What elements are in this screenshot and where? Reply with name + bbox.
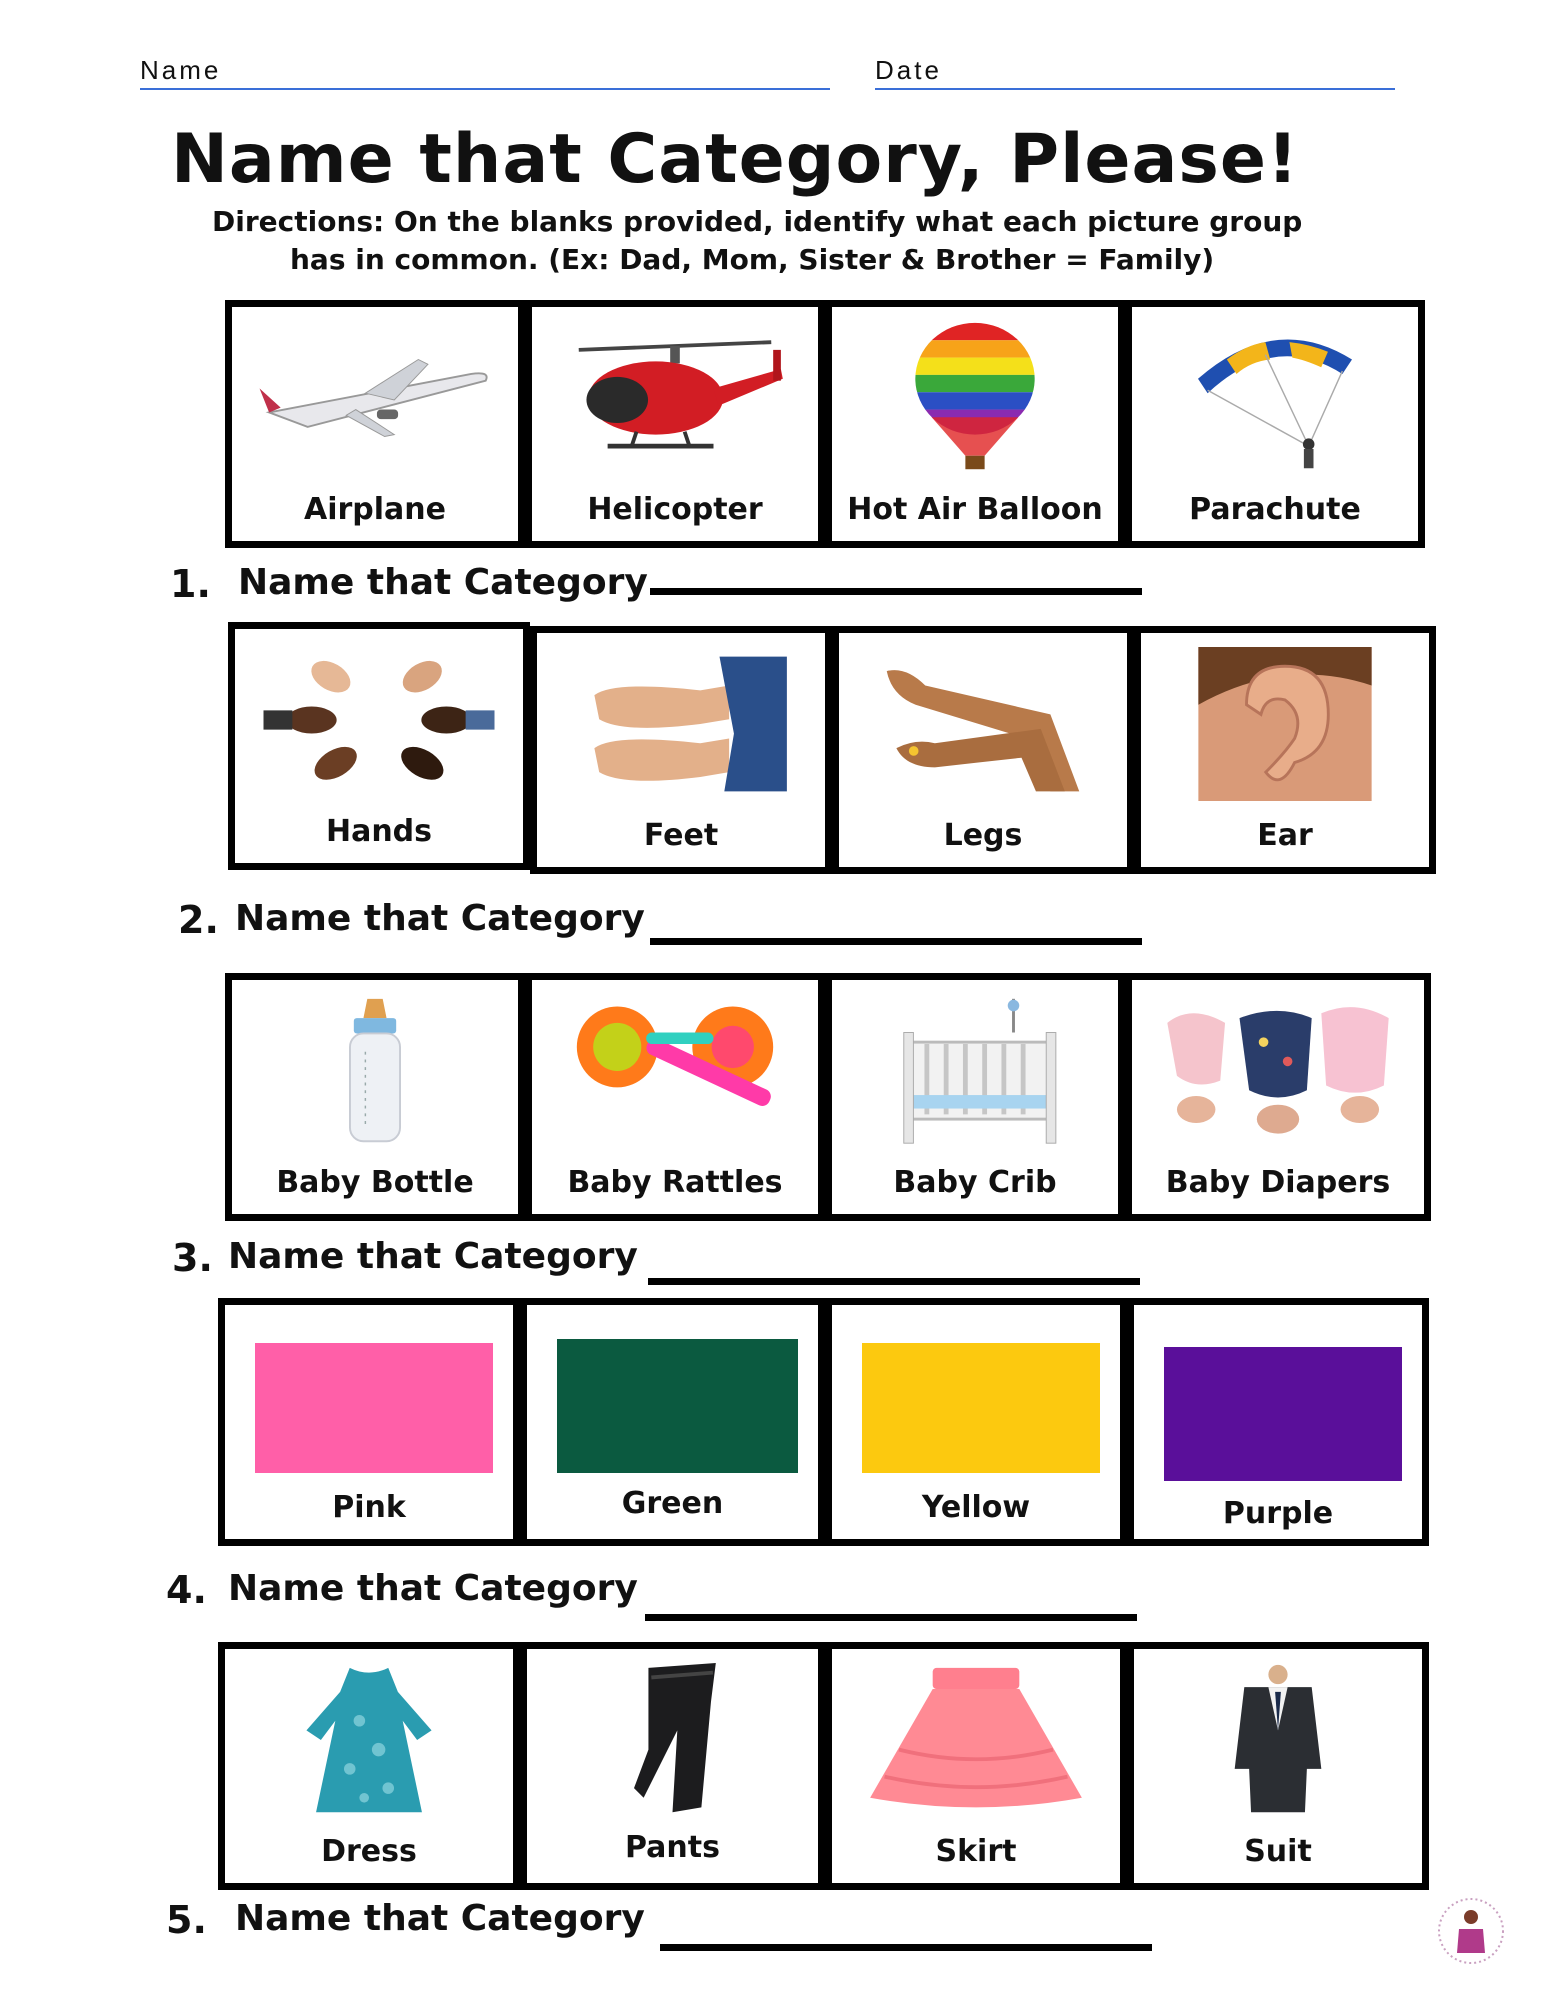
logo-icon bbox=[1435, 1895, 1507, 1967]
picture-card-skirt bbox=[825, 1642, 1127, 1890]
picture-card-hands bbox=[228, 622, 530, 870]
question-prompt: Name that Category bbox=[228, 1236, 638, 1277]
item-label: Green bbox=[621, 1486, 724, 1521]
question-number: 2. bbox=[178, 898, 219, 942]
yellow-swatch bbox=[862, 1343, 1100, 1473]
baby-diapers-icon bbox=[1146, 994, 1410, 1148]
picture-card-suit bbox=[1127, 1642, 1429, 1890]
question-prompt: Name that Category bbox=[235, 1898, 645, 1939]
question-prompt: Name that Category bbox=[235, 898, 645, 939]
color-card-yellow bbox=[825, 1298, 1127, 1546]
item-label: Parachute bbox=[1189, 492, 1361, 527]
suit-icon bbox=[1148, 1663, 1408, 1817]
skirt-icon bbox=[846, 1663, 1106, 1817]
item-label: Yellow bbox=[921, 1490, 1031, 1525]
item-label: Pink bbox=[332, 1490, 406, 1525]
dress-icon bbox=[239, 1663, 499, 1817]
item-label: Baby Bottle bbox=[276, 1165, 474, 1200]
picture-card-baby-crib bbox=[825, 973, 1125, 1221]
answer-blank-3[interactable] bbox=[648, 1278, 1140, 1285]
picture-card-baby-diapers bbox=[1125, 973, 1431, 1221]
helicopter-icon bbox=[546, 321, 804, 475]
ear-icon bbox=[1155, 647, 1415, 801]
item-label: Suit bbox=[1244, 1834, 1312, 1869]
picture-card-dress bbox=[218, 1642, 520, 1890]
picture-card-helicopter bbox=[525, 300, 825, 548]
item-label: Baby Crib bbox=[893, 1165, 1057, 1200]
directions-line-1: Directions: On the blanks provided, identify what each picture group bbox=[212, 205, 1303, 238]
item-label: Helicopter bbox=[587, 492, 763, 527]
item-label: Hot Air Balloon bbox=[847, 492, 1103, 527]
pants-icon bbox=[541, 1663, 804, 1817]
page-title: Name that Category, Please! bbox=[170, 120, 1300, 199]
item-label: Pants bbox=[625, 1830, 720, 1865]
directions-line-2: has in common. (Ex: Dad, Mom, Sister & Brother = Family) bbox=[290, 243, 1215, 276]
question-number: 3. bbox=[172, 1236, 213, 1280]
answer-blank-4[interactable] bbox=[645, 1614, 1137, 1621]
item-label: Ear bbox=[1257, 818, 1313, 853]
name-label: Name bbox=[140, 55, 222, 85]
picture-card-pants bbox=[520, 1642, 825, 1890]
picture-card-parachute bbox=[1125, 300, 1425, 548]
item-label: Hands bbox=[325, 814, 433, 849]
color-card-green bbox=[520, 1298, 825, 1546]
item-label: Feet bbox=[643, 818, 719, 853]
item-label: Legs bbox=[943, 818, 1023, 853]
picture-card-airplane bbox=[225, 300, 525, 548]
question-prompt: Name that Category bbox=[238, 562, 648, 603]
purple-swatch bbox=[1164, 1347, 1402, 1481]
question-prompt: Name that Category bbox=[228, 1568, 638, 1609]
item-label: Dress bbox=[321, 1834, 417, 1869]
answer-blank-2[interactable] bbox=[650, 938, 1142, 945]
question-number: 1. bbox=[170, 562, 211, 606]
picture-card-ear bbox=[1134, 626, 1436, 874]
picture-card-feet bbox=[530, 626, 832, 874]
baby-rattles-icon bbox=[546, 994, 804, 1148]
hot-air-balloon-icon bbox=[846, 321, 1104, 475]
item-label: Purple bbox=[1222, 1496, 1334, 1531]
baby-crib-icon bbox=[846, 994, 1104, 1148]
item-label: Baby Rattles bbox=[567, 1165, 783, 1200]
date-label: Date bbox=[875, 55, 942, 85]
feet-icon bbox=[551, 647, 811, 801]
green-swatch bbox=[557, 1339, 798, 1473]
color-card-purple bbox=[1127, 1298, 1429, 1546]
picture-card-baby-bottle bbox=[225, 973, 525, 1221]
item-label: Baby Diapers bbox=[1165, 1165, 1391, 1200]
pink-swatch bbox=[255, 1343, 493, 1473]
color-card-pink bbox=[218, 1298, 520, 1546]
picture-card-hot-air-balloon bbox=[825, 300, 1125, 548]
name-input-line[interactable] bbox=[140, 88, 830, 90]
picture-card-baby-rattles bbox=[525, 973, 825, 1221]
picture-card-legs bbox=[832, 626, 1134, 874]
airplane-icon bbox=[246, 321, 504, 475]
baby-bottle-icon bbox=[246, 994, 504, 1148]
date-input-line[interactable] bbox=[875, 88, 1395, 90]
question-number: 4. bbox=[166, 1568, 207, 1612]
answer-blank-5[interactable] bbox=[660, 1944, 1152, 1951]
legs-icon bbox=[853, 647, 1113, 801]
hands-icon bbox=[249, 643, 509, 797]
answer-blank-1[interactable] bbox=[650, 588, 1142, 595]
parachute-icon bbox=[1146, 321, 1404, 475]
item-label: Airplane bbox=[303, 492, 446, 527]
item-label: Skirt bbox=[935, 1834, 1017, 1869]
question-number: 5. bbox=[166, 1898, 207, 1942]
